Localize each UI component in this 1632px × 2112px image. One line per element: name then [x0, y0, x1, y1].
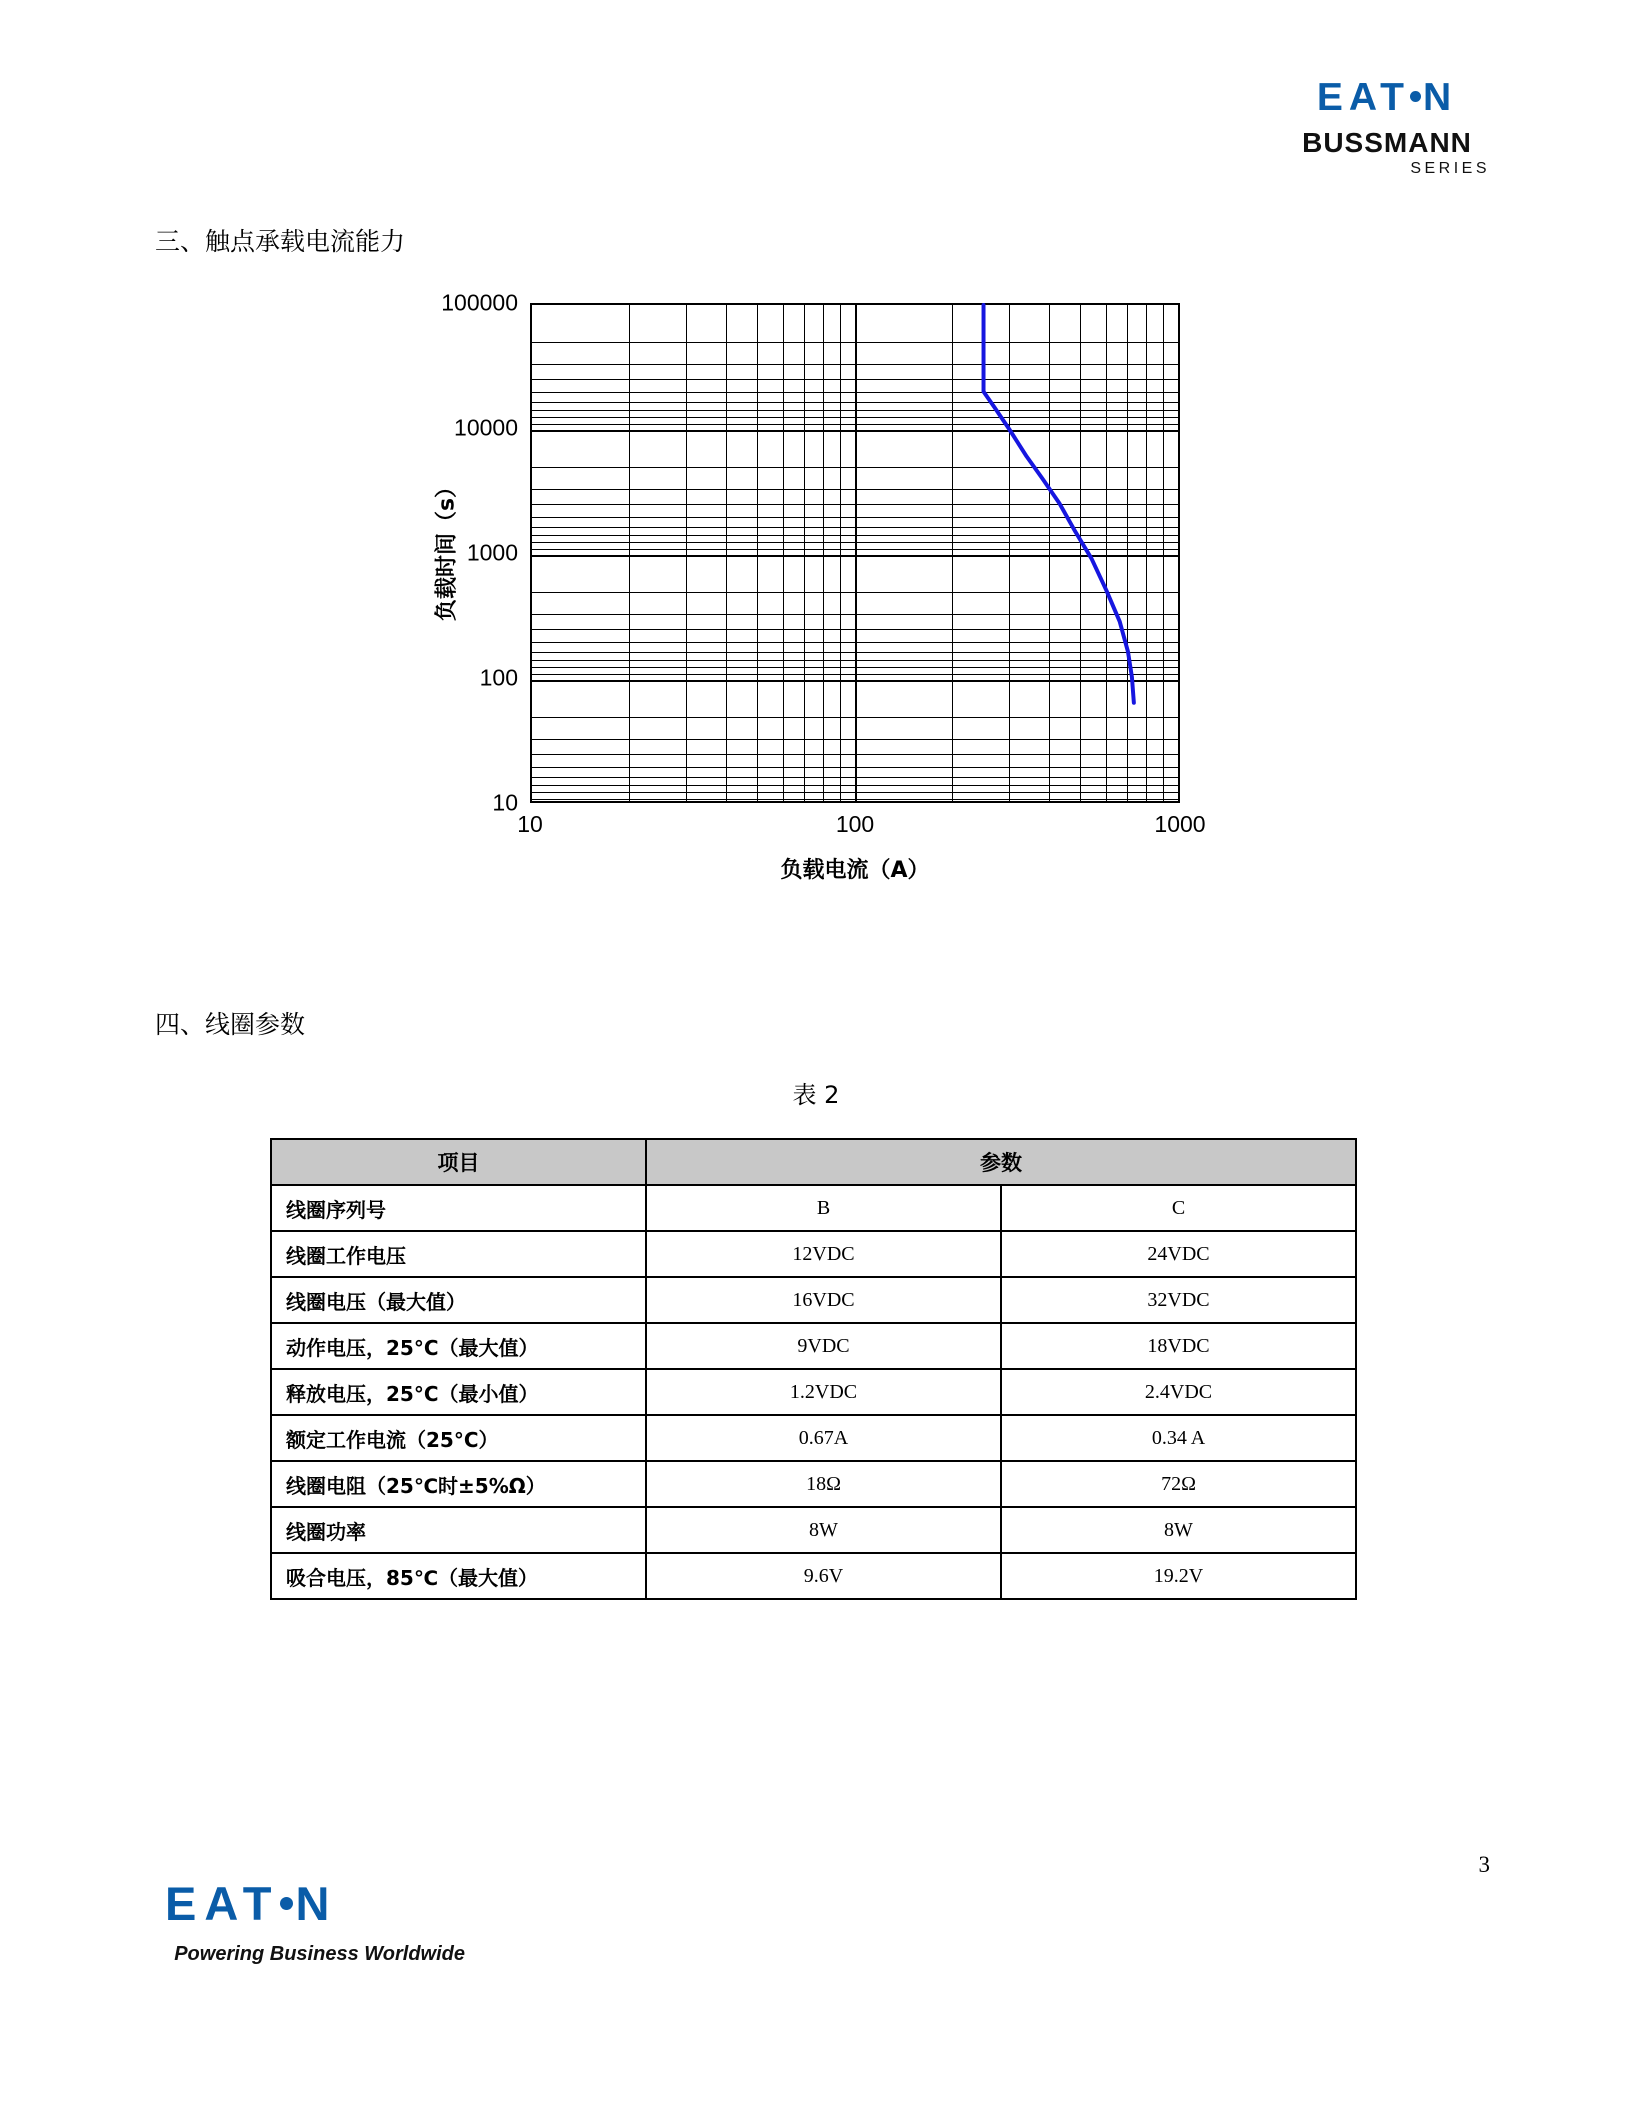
x-axis-tick-labels	[517, 811, 1206, 843]
row-value-b: 0.67A	[646, 1415, 1001, 1461]
row-value-c: C	[1001, 1185, 1356, 1231]
bussmann-wordmark: BUSSMANN	[1302, 127, 1472, 158]
row-value-b: 12VDC	[646, 1231, 1001, 1277]
row-item: 线圈电阻（25℃时±5%Ω）	[271, 1461, 646, 1507]
footer-tagline: Powering Business Worldwide	[174, 1943, 465, 1965]
table-row	[271, 1185, 1356, 1231]
table-row	[271, 1553, 1356, 1599]
y-tick-100000: 100000	[441, 289, 518, 316]
row-value-c: 2.4VDC	[1001, 1369, 1356, 1415]
table-header-row	[271, 1139, 1356, 1185]
table-row	[271, 1369, 1356, 1415]
row-item: 线圈功率	[271, 1507, 646, 1553]
eaton-wordmark	[1282, 78, 1492, 117]
row-value-c: 24VDC	[1001, 1231, 1356, 1277]
x-tick-1000: 1000	[1154, 811, 1206, 837]
row-value-c: 32VDC	[1001, 1277, 1356, 1323]
footer-wordmark-right: N	[295, 1877, 338, 1930]
section-heading-four: 四、线圈参数	[155, 1010, 306, 1039]
chart-plot-area	[530, 303, 1180, 803]
row-value-c: 18VDC	[1001, 1323, 1356, 1369]
row-value-c: 8W	[1001, 1507, 1356, 1553]
row-value-b: 9VDC	[646, 1323, 1001, 1369]
y-tick-100: 100	[479, 664, 518, 691]
y-axis-title: 负载时间（s）	[434, 475, 460, 622]
row-item: 释放电压，25°C（最小值）	[271, 1369, 646, 1415]
table-row	[271, 1323, 1356, 1369]
eaton-wordmark-left: EAT	[1316, 76, 1410, 119]
row-value-b: B	[646, 1185, 1001, 1231]
table-caption: 表 2	[792, 1081, 840, 1109]
contact-carrying-capacity-chart	[390, 283, 1220, 913]
row-value-b: 1.2VDC	[646, 1369, 1001, 1415]
eaton-footer-logo	[165, 1877, 465, 1966]
eaton-wordmark-right: N	[1422, 76, 1458, 119]
footer-logo-dot	[280, 1897, 293, 1910]
row-value-b: 16VDC	[646, 1277, 1001, 1323]
row-item: 吸合电压，85℃（最大值）	[271, 1553, 646, 1599]
footer-eaton-wordmark	[165, 1877, 465, 1930]
row-value-c: 0.34 A	[1001, 1415, 1356, 1461]
x-tick-10: 10	[517, 811, 543, 837]
series-label: SERIES	[1410, 160, 1490, 177]
header-item: 项目	[271, 1139, 646, 1185]
page-number: 3	[1478, 1852, 1490, 1877]
carrying-capacity-curve	[532, 305, 1178, 801]
y-tick-10: 10	[492, 789, 518, 816]
row-item: 动作电压，25°C（最大值）	[271, 1323, 646, 1369]
coil-parameter-table	[270, 1138, 1357, 1600]
table-row	[271, 1277, 1356, 1323]
eaton-bussmann-logo	[1282, 78, 1492, 178]
row-value-b: 8W	[646, 1507, 1001, 1553]
row-item: 线圈工作电压	[271, 1231, 646, 1277]
row-value-b: 18Ω	[646, 1461, 1001, 1507]
eaton-logo-dot	[1410, 91, 1421, 102]
table-row	[271, 1507, 1356, 1553]
table-row	[271, 1415, 1356, 1461]
x-tick-100: 100	[835, 811, 875, 837]
row-item: 线圈序列号	[271, 1185, 646, 1231]
y-tick-10000: 10000	[454, 414, 518, 441]
row-value-c: 72Ω	[1001, 1461, 1356, 1507]
x-axis-title: 负载电流（A）	[780, 858, 930, 883]
row-value-c: 19.2V	[1001, 1553, 1356, 1599]
table-row	[271, 1231, 1356, 1277]
row-value-b: 9.6V	[646, 1553, 1001, 1599]
footer-wordmark-left: EAT	[165, 1877, 280, 1930]
section-heading-three: 三、触点承载电流能力	[155, 227, 406, 256]
row-item: 线圈电压（最大值）	[271, 1277, 646, 1323]
header-parameter: 参数	[646, 1139, 1356, 1185]
y-tick-1000: 1000	[466, 539, 518, 566]
row-item: 额定工作电流（25°C）	[271, 1415, 646, 1461]
table-row	[271, 1461, 1356, 1507]
